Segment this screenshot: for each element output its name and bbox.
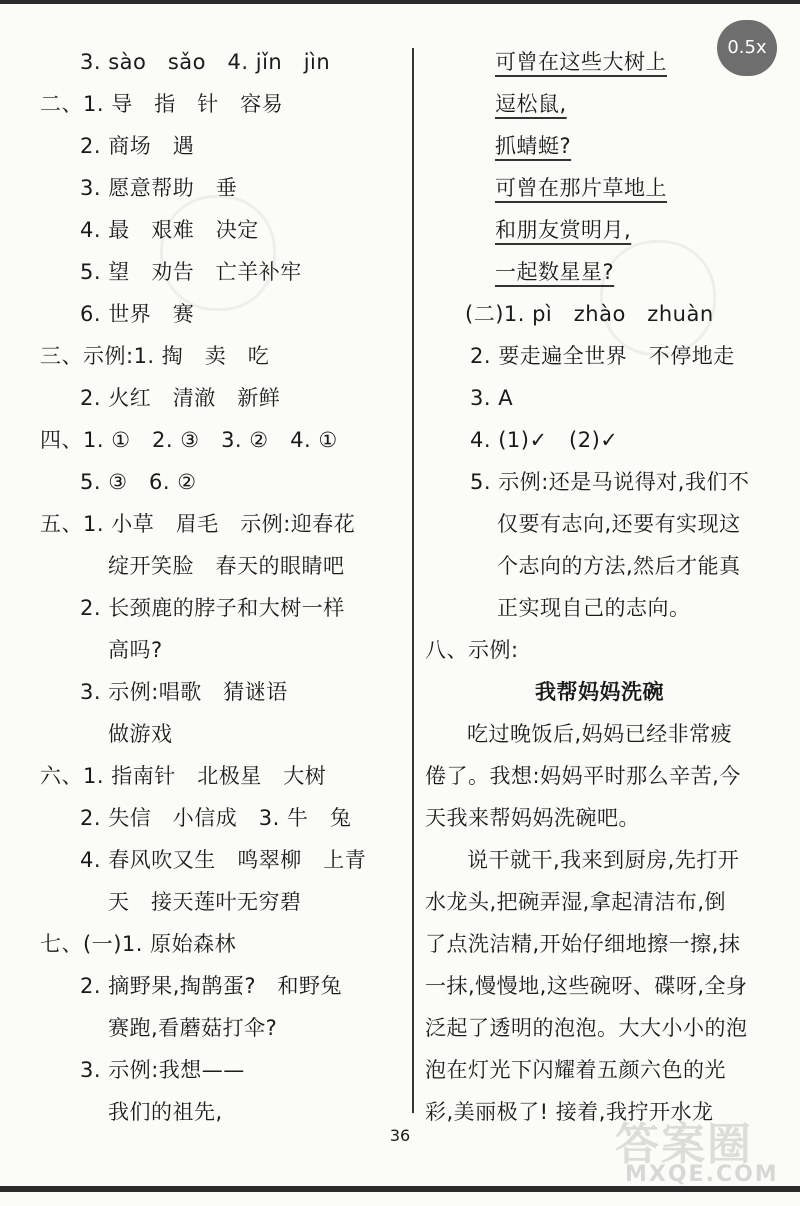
essay-line: 倦了。我想:妈妈平时那么辛苦,今 [425, 764, 741, 788]
poem-line: 逗松鼠, [495, 92, 567, 116]
answer-line: 4. (1)✓ (2)✓ [470, 428, 619, 452]
answer-line: 仅要有志向,还要有实现这 [497, 512, 741, 536]
answer-line: 五、1. 小草 眉毛 示例:迎春花 [40, 512, 356, 536]
answer-line: 2. 摘野果,掏鹊蛋? 和野兔 [80, 974, 343, 998]
poem-line: 抓蜻蜓? [495, 134, 572, 158]
essay-line: 彩,美丽极了! 接着,我拧开水龙 [425, 1100, 714, 1124]
watermark-url: MXQE.COM [625, 1162, 779, 1187]
answer-line: 2. 失信 小信成 3. 牛 兔 [80, 806, 352, 830]
answer-line: 天 接天莲叶无穷碧 [108, 890, 302, 914]
answer-line: 二、1. 导 指 针 容易 [40, 92, 284, 116]
essay-title: 我帮妈妈洗碗 [535, 680, 664, 704]
answer-line: 做游戏 [108, 722, 173, 746]
answer-line: 2. 商场 遇 [80, 134, 195, 158]
essay-line: 说干就干,我来到厨房,先打开 [467, 848, 740, 872]
answer-line: 5. 示例:还是马说得对,我们不 [470, 470, 750, 494]
answer-line: 2. 要走遍全世界 不停地走 [470, 344, 735, 368]
essay-line: 泛起了透明的泡泡。大大小小的泡 [425, 1016, 748, 1040]
answer-line: 4. 最 艰难 决定 [80, 218, 259, 242]
page-number: 36 [389, 1126, 411, 1145]
answer-line: 3. 示例:唱歌 猜谜语 [80, 680, 288, 704]
answer-line: 3. A [470, 386, 514, 410]
answer-line: 5. ③ 6. ② [80, 470, 197, 494]
answer-line: 4. 春风吹又生 鸣翠柳 上青 [80, 848, 367, 872]
poem-line: 可曾在那片草地上 [495, 176, 667, 200]
column-divider [412, 48, 414, 1113]
essay-line: 水龙头,把碗弄湿,拿起清洁布,倒 [425, 890, 727, 914]
zoom-level-button[interactable]: 0.5x [717, 20, 777, 76]
answer-line: 2. 火红 清澈 新鲜 [80, 386, 281, 410]
answer-line: 个志向的方法,然后才能真 [497, 554, 741, 578]
answer-line: 3. 示例:我想—— [80, 1058, 245, 1082]
poem-line: 可曾在这些大树上 [495, 50, 667, 74]
answer-line: 七、(一)1. 原始森林 [40, 932, 237, 956]
answer-line: 我们的祖先, [108, 1100, 223, 1124]
answer-line: 正实现自己的志向。 [497, 596, 691, 620]
essay-line: 天我来帮妈妈洗碗吧。 [425, 806, 640, 830]
answer-line: 四、1. ① 2. ③ 3. ② 4. ① [40, 428, 338, 452]
answer-line: 3. 愿意帮助 垂 [80, 176, 238, 200]
essay-line: 泡在灯光下闪耀着五颜六色的光 [425, 1058, 726, 1082]
answer-line: 高吗? [108, 638, 163, 662]
essay-line: 吃过晚饭后,妈妈已经非常疲 [467, 722, 733, 746]
answer-line: 绽开笑脸 春天的眼睛吧 [108, 554, 345, 578]
essay-line: 了点洗洁精,开始仔细地擦一擦,抹 [425, 932, 741, 956]
answer-line: 赛跑,看蘑菇打伞? [108, 1016, 278, 1040]
top-rule [0, 0, 800, 4]
answer-line: 2. 长颈鹿的脖子和大树一样 [80, 596, 345, 620]
answer-line: (二)1. pì zhào zhuàn [465, 302, 714, 326]
watermark-logo: 答案圈 [615, 1119, 753, 1170]
answer-line: 三、示例:1. 掏 卖 吃 [40, 344, 270, 368]
essay-line: 一抹,慢慢地,这些碗呀、碟呀,全身 [425, 974, 748, 998]
bottom-rule [0, 1186, 800, 1192]
answer-line: 6. 世界 赛 [80, 302, 195, 326]
answer-line: 六、1. 指南针 北极星 大树 [40, 764, 327, 788]
poem-line: 和朋友赏明月, [495, 218, 632, 242]
answer-line: 5. 望 劝告 亡羊补牢 [80, 260, 302, 284]
answer-line: 八、示例: [425, 638, 519, 662]
answer-line: 3. sào sǎo 4. jǐn jìn [80, 50, 331, 74]
poem-line: 一起数星星? [495, 260, 615, 284]
